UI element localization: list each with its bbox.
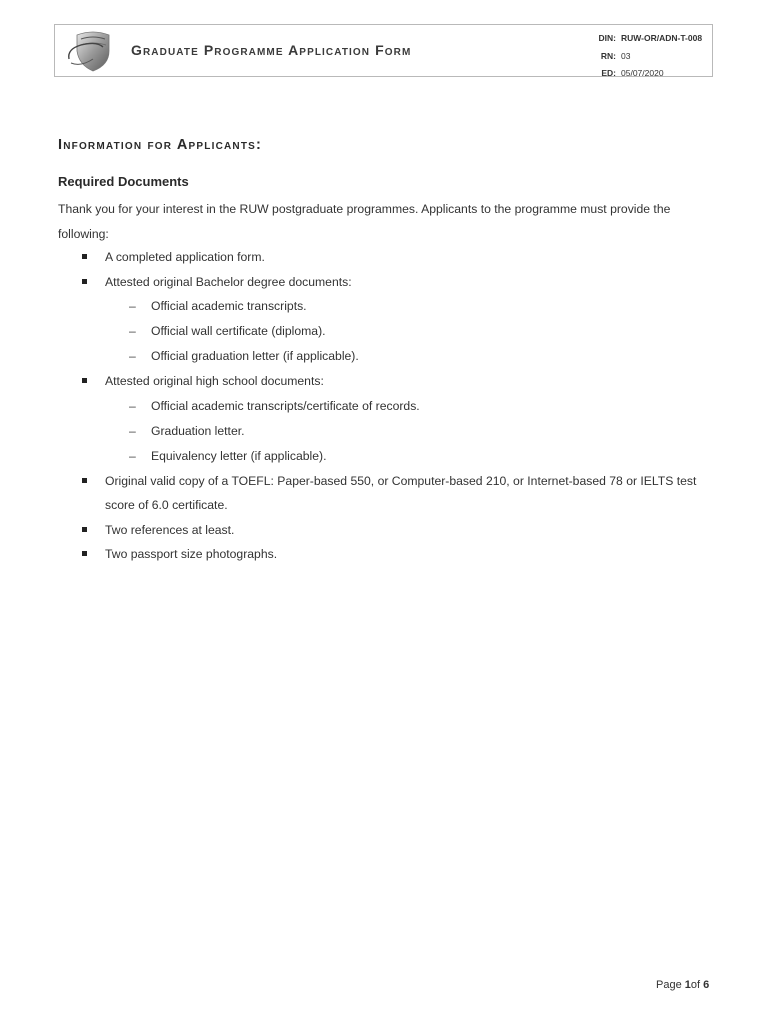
required-documents-list — [58, 245, 718, 567]
dash-icon: – — [129, 398, 136, 413]
sub-list-item-text: Official academic transcripts/certificate of records. — [151, 398, 420, 413]
page-current: 1 — [684, 979, 691, 991]
page-of: of — [690, 979, 701, 991]
meta-value: RUW-OR/ADN-T-008 — [621, 33, 703, 43]
meta-value: 05/07/2020 — [621, 68, 664, 78]
square-bullet-icon — [82, 254, 87, 259]
list-item-text: Two passport size photographs. — [105, 547, 278, 561]
meta-rn — [592, 48, 702, 66]
list-item — [58, 542, 718, 567]
sub-list — [105, 394, 718, 469]
list-item — [58, 245, 718, 270]
sub-list-item — [105, 419, 718, 444]
sub-list-item-text: Graduation letter. — [151, 423, 245, 438]
sub-list-item-text: Official academic transcripts. — [151, 299, 307, 313]
meta-ed — [592, 65, 702, 83]
dash-icon: – — [129, 423, 136, 438]
sub-list-item — [105, 344, 718, 369]
document-meta — [592, 30, 702, 83]
square-bullet-icon — [82, 527, 87, 532]
page-label: Page — [656, 979, 682, 991]
dash-icon: – — [129, 299, 136, 313]
list-item — [58, 270, 718, 370]
sub-list-item — [105, 294, 718, 319]
university-logo-icon — [63, 29, 113, 73]
square-bullet-icon — [82, 551, 87, 556]
square-bullet-icon — [82, 478, 87, 483]
meta-key: RN: — [600, 50, 616, 61]
intro-paragraph: Thank you for your interest in the RUW postgraduate programmes. Applicants to the programme must provide the following: — [58, 202, 671, 241]
document-header — [54, 24, 713, 77]
meta-din — [592, 30, 702, 48]
sub-list-item — [105, 319, 718, 344]
square-bullet-icon — [82, 378, 87, 383]
form-title: Graduate Programme Application Form — [131, 42, 412, 58]
sub-list-item-text: Official wall certificate (diploma). — [151, 324, 326, 338]
meta-value: 03 — [621, 50, 631, 61]
list-item-text: Attested original Bachelor degree documents: — [105, 274, 352, 289]
list-item-text: A completed application form. — [105, 250, 265, 264]
dash-icon: – — [129, 324, 136, 338]
list-item — [58, 469, 718, 518]
list-item-text: Attested original high school documents: — [105, 374, 324, 388]
list-item-text: Two references at least. — [105, 522, 235, 537]
sub-list-item — [105, 394, 718, 419]
section-title: Information for Applicants: — [58, 137, 263, 153]
sub-list-item-text: Equivalency letter (if applicable). — [151, 448, 327, 463]
sub-list-item — [105, 444, 718, 469]
sub-list-item-text: Official graduation letter (if applicable). — [151, 349, 359, 363]
dash-icon: – — [129, 448, 136, 463]
dash-icon: – — [129, 349, 136, 363]
page-total: 6 — [703, 979, 710, 991]
meta-key: ED: — [601, 68, 616, 78]
required-documents-heading: Required Documents — [58, 174, 189, 189]
square-bullet-icon — [82, 279, 87, 284]
meta-key: DIN: — [598, 33, 616, 43]
sub-list — [105, 294, 718, 369]
list-item — [58, 518, 718, 543]
list-item — [58, 369, 718, 469]
list-item-text: Original valid copy of a TOEFL: Paper-based 550, or Computer-based 210, or Internet-based 78 or IELTS test score of 6.0 certificate. — [105, 473, 697, 512]
page-number — [656, 979, 709, 991]
